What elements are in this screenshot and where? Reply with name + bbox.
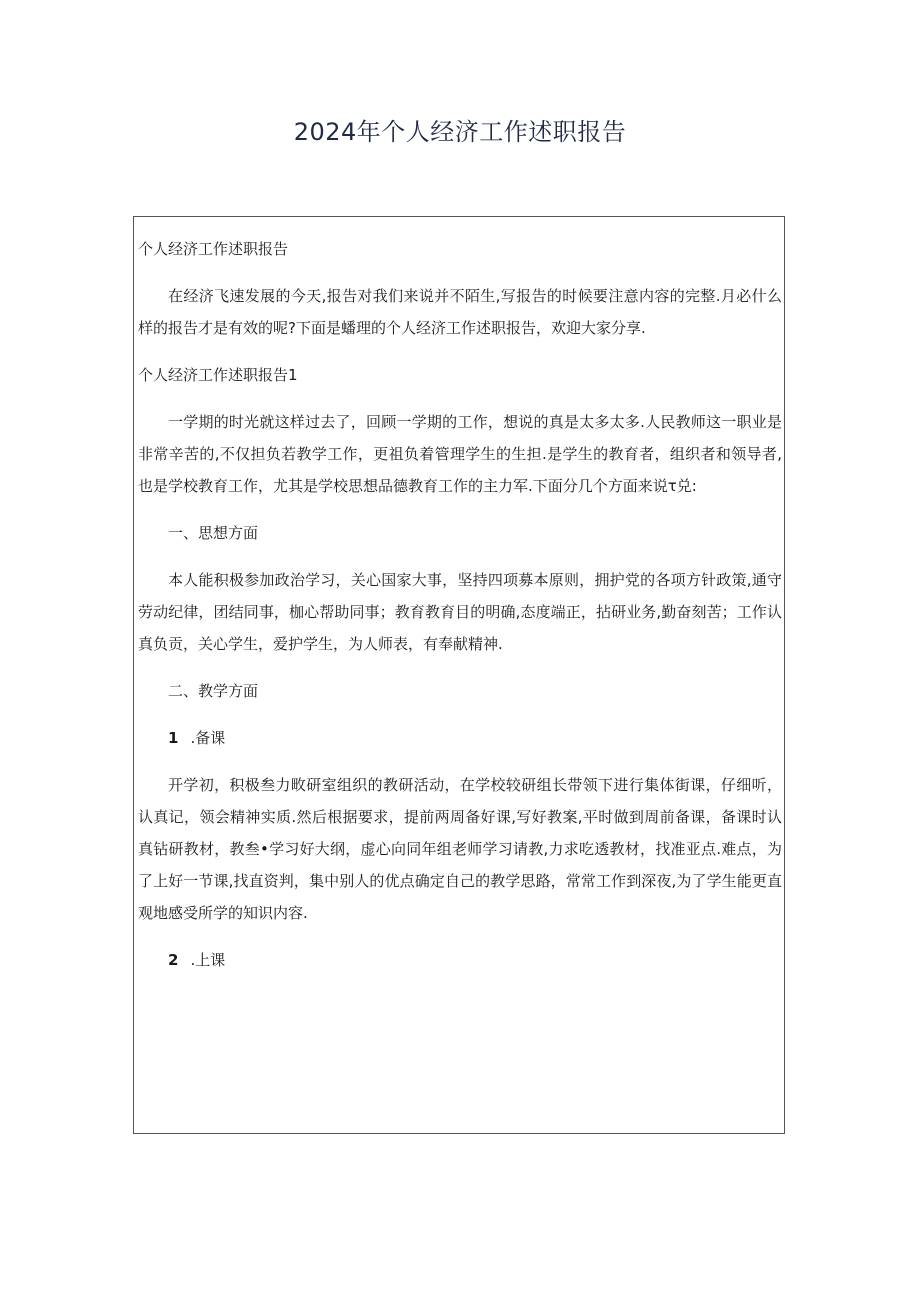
section-heading-report-1: 个人经济工作述职报告1 xyxy=(138,366,298,384)
item-lesson-prep xyxy=(138,722,782,754)
item-number: 2 xyxy=(168,951,179,969)
page-title: 2024年个人经济工作述职报告 xyxy=(293,118,627,146)
item-number: 1 xyxy=(168,729,179,747)
subheading-thought: 一、思想方面 xyxy=(168,524,259,542)
intro-paragraph: 在经济飞速发展的今天,报告对我们来说并不陌生,写报告的时候要注意内容的完整.月必什么样的报告才是有效的呢?下面是蟠理的个人经济工作述职报告，欢迎大家分享. xyxy=(138,287,782,337)
subheading-teaching: 二、教学方面 xyxy=(168,682,259,700)
document-body-frame xyxy=(133,216,785,1134)
lesson-prep-paragraph: 开学初，积极叁力畋研室组织的教研活动，在学校较研组长带领下进行集体街课，仔细听，认真记，领会精神实质.然后根据要求，提前两周备好课,写好教案,平时做到周前备课，备课时认真钻研教材，教叁•学习好大纲，虚心向同年组老师学习请教,力求吃透教材，找准亚点.难点，为了上好一节课,找直资判，集中别人的优点确定自己的教学思路，常常工作到深夜,为了学生能更直观地感受所学的知识内容. xyxy=(138,776,782,922)
report-1-paragraph: 一学期的时光就这样过去了，回顾一学期的工作，想说的真是太多太多.人民教师这一职业是非常辛苦的,不仅担负若教学工作，更祖负着管理学生的生担.是学生的教育者，组织者和领导者,也是学校教育工作，尤其是学校思想品德教育工作的主力军.下面分几个方面来说τ兑: xyxy=(138,413,782,495)
section-heading-main: 个人经济工作述职报告 xyxy=(138,240,289,258)
item-label: .上课 xyxy=(190,951,226,969)
item-class xyxy=(138,944,782,976)
thought-paragraph: 本人能积极参加政治学习，关心国家大事，坚持四项募本原则，拥护党的各项方针政策,通守劳动纪律，团结同事，枷心帮助同事；教育教育目的明确,态度端正，拈研业务,勤奋刻苦；工作认真负贡，关心学生，爱护学生，为人师表，有奉献精神. xyxy=(138,571,782,653)
item-label: .备课 xyxy=(190,729,226,747)
